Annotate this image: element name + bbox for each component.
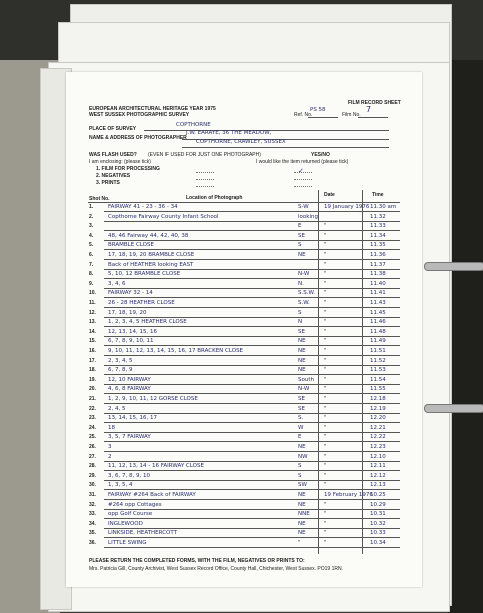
shot-location: 26 - 28 HEATHER CLOSE <box>108 300 175 306</box>
shot-number: 2. <box>89 213 94 220</box>
row-rule <box>104 336 400 337</box>
shot-number: 13. <box>89 319 96 326</box>
shot-location: 3, 6, 7, 8, 9, 10 <box>108 472 150 479</box>
shot-time: 11.35 <box>370 242 386 249</box>
shot-location: INGLEWOOD <box>108 520 143 527</box>
shot-time: 11.41 <box>370 290 386 297</box>
shot-number: 28. <box>89 463 96 470</box>
shot-date: " <box>324 290 327 297</box>
address-line <box>182 147 389 148</box>
shot-number: 25. <box>89 434 96 441</box>
shot-location: BRAMBLE CLOSE <box>108 242 154 249</box>
shot-direction: E <box>298 434 302 441</box>
shot-number: 9. <box>89 280 94 287</box>
row-rule <box>104 470 400 471</box>
film-line <box>358 117 388 118</box>
shot-time: 11.45 <box>370 309 386 316</box>
shot-date: " <box>324 453 327 460</box>
shot-date: " <box>324 367 327 374</box>
shot-number: 30. <box>89 482 96 489</box>
shot-location: 3 <box>108 444 112 450</box>
flash-note: (EVEN IF USED FOR JUST ONE PHOTOGRAPH) <box>148 152 261 158</box>
flash-label: WAS FLASH USED? <box>89 152 137 158</box>
row-rule <box>104 374 400 375</box>
shot-location: FAIRWAY #264 Back of FAIRWAY <box>108 492 196 498</box>
shot-number: 10. <box>89 290 96 297</box>
shot-location: 9, 10, 11, 12, 13, 14, 15, 16, 17 BRACKEN CLOSE <box>108 348 244 354</box>
place-value: COPTHORNE <box>176 122 211 128</box>
shot-date: " <box>324 396 327 402</box>
shot-time: 11.30 am <box>370 204 397 210</box>
shot-direction: NE <box>298 501 306 508</box>
shot-date: " <box>324 530 327 537</box>
header-underline <box>88 202 400 203</box>
org-line-2: WEST SUSSEX PHOTOGRAPHIC SURVEY <box>89 112 190 118</box>
shot-number: 12. <box>89 309 96 316</box>
shot-time: 12.19 <box>370 405 386 412</box>
shot-location: 4, 6, 8 FAIRWAY <box>108 386 151 393</box>
binder-spine <box>448 60 483 613</box>
shot-date: " <box>324 424 327 431</box>
row-rule <box>104 355 400 356</box>
shot-direction: N <box>298 319 303 326</box>
shot-date: " <box>324 434 327 441</box>
shot-location: #264 opp Cottages <box>108 501 162 508</box>
shot-date: " <box>324 252 327 258</box>
shot-location: 12, 10 FAIRWAY <box>108 376 151 383</box>
shot-date: " <box>324 463 327 470</box>
org-line-1: EUROPEAN ARCHITECTURAL HERITAGE YEAR 1975 <box>89 106 216 112</box>
shot-time: 11.33 <box>370 223 386 230</box>
footer-address: Mrs. Patricia Gill, County Archivist, West Sussex Record Office, County Hall, Chichester, West Sussex. PO19 1RN. <box>89 566 343 572</box>
shot-date: 19 January 1976 <box>324 204 370 210</box>
shot-location: LINKSIDE, HEATHERCOTT <box>108 530 177 537</box>
shot-number: 11. <box>89 300 96 306</box>
shot-number: 14. <box>89 328 96 335</box>
row-rule <box>104 451 400 452</box>
shot-direction: SE <box>298 328 305 335</box>
enclosing-item-1: 1. FILM FOR PROCESSING <box>96 166 160 172</box>
shot-time: 11.34 <box>370 232 386 239</box>
shot-time: 12.12 <box>370 472 386 479</box>
row-rule <box>104 547 400 548</box>
name-value-2: COPTHORNE, CRAWLEY, SUSSEX <box>196 139 286 145</box>
binder-ring <box>424 404 483 413</box>
shot-time: 10.31 <box>370 511 386 518</box>
shot-number: 3. <box>89 223 94 230</box>
shot-time: 10.32 <box>370 520 386 527</box>
shot-location: 1, 2, 9, 10, 11, 12 GORSE CLOSE <box>108 396 198 402</box>
shot-time: 10.25 <box>370 492 386 498</box>
shot-number: 21. <box>89 396 96 402</box>
tick-mark: ✓ <box>298 167 304 175</box>
shot-direction: NE <box>298 444 306 450</box>
shot-date: " <box>324 348 327 354</box>
shot-date: " <box>324 511 327 518</box>
row-rule <box>104 365 400 366</box>
shot-location: 6, 7, 8, 9 <box>108 367 133 374</box>
shot-direction: NE <box>298 367 306 374</box>
shot-number: 24. <box>89 424 96 431</box>
shot-direction: S <box>298 242 302 249</box>
shot-time: 11.36 <box>370 252 386 258</box>
shot-location: Back of HEATHER looking EAST <box>108 261 194 268</box>
shot-location: 5, 10, 12 BRAMBLE CLOSE <box>108 271 181 278</box>
sheet-title: FILM RECORD SHEET <box>348 100 401 106</box>
shot-number: 29. <box>89 472 96 479</box>
shot-date: " <box>324 444 327 450</box>
shot-direction: S.S.W. <box>298 290 316 297</box>
shot-number: 20. <box>89 386 96 393</box>
shot-number: 33. <box>89 511 96 518</box>
shot-date: " <box>324 271 327 278</box>
shot-date: " <box>324 540 327 546</box>
shot-location: FAIRWAY 41 - 23 - 36 - 34 <box>108 204 178 210</box>
shot-direction: NE <box>298 520 306 527</box>
shot-date: " <box>324 520 327 527</box>
shot-number: 5. <box>89 242 94 249</box>
shot-number: 36. <box>89 540 96 546</box>
returned-label: I would like the item returned (please tick) <box>256 159 349 165</box>
shot-location: 48, 46 Fairway 44, 42, 40, 38 <box>108 232 189 239</box>
shot-number: 1. <box>89 204 94 210</box>
shot-direction: NE <box>298 492 306 498</box>
shot-time: 11.40 <box>370 280 386 287</box>
shot-date: 19 February 1976 <box>324 492 373 498</box>
shot-time: 11.52 <box>370 357 386 364</box>
shot-location: 2, 3, 4, 5 <box>108 357 133 364</box>
row-rule <box>104 307 400 308</box>
shot-time: 11.38 <box>370 271 386 278</box>
shot-time: 11.46 <box>370 319 386 326</box>
row-rule <box>104 499 400 500</box>
shot-time: 12.23 <box>370 444 386 450</box>
shot-location: 12, 13, 14, 15, 16 <box>108 328 157 335</box>
col-header-time: Time <box>372 192 384 198</box>
enclosing-item-2: 2. NEGATIVES <box>96 173 131 179</box>
shot-number: 34. <box>89 520 96 527</box>
shot-location: 13, 14, 15, 16, 17 <box>108 415 157 422</box>
row-rule <box>104 489 400 490</box>
shot-direction: NW <box>298 453 308 460</box>
shot-location: 17, 18, 19, 20 BRAMBLE CLOSE <box>108 252 195 258</box>
row-rule <box>104 441 400 442</box>
ref-line <box>308 117 338 118</box>
shot-time: 12.10 <box>370 453 386 460</box>
shot-direction: NE <box>298 357 306 364</box>
shot-location: 11, 12, 13, 14 - 16 FAIRWAY CLOSE <box>108 463 204 470</box>
shot-number: 17. <box>89 357 96 364</box>
row-rule <box>104 240 400 241</box>
shot-location: FAIRWAY 32 - 14 <box>108 290 153 297</box>
shot-number: 22. <box>89 405 96 412</box>
row-rule <box>104 249 400 250</box>
shot-date: " <box>324 280 327 287</box>
shot-time: 12.18 <box>370 396 386 402</box>
shot-date: " <box>324 415 327 422</box>
shot-date: " <box>324 472 327 479</box>
shot-direction: " <box>298 540 301 546</box>
shot-location: 2 <box>108 453 112 460</box>
shot-direction: N-W <box>298 386 310 393</box>
shot-number: 15. <box>89 338 96 345</box>
ref-value: PS 58 <box>310 107 326 113</box>
row-rule <box>104 461 400 462</box>
footer-instruction: PLEASE RETURN THE COMPLETED FORMS, WITH THE FILM, NEGATIVES OR PRINTS TO: <box>89 558 305 564</box>
flash-yesno: YES/NO <box>311 152 330 158</box>
shot-direction: SE <box>298 396 305 402</box>
shot-time: 11.37 <box>370 261 386 268</box>
enclosing-item-3: 3. PRINTS <box>96 180 120 186</box>
shot-time: 11.51 <box>370 348 386 354</box>
shot-time: 12.20 <box>370 415 386 422</box>
shot-number: 7. <box>89 261 94 268</box>
row-rule <box>104 422 400 423</box>
shot-location: 3, 4, 6 <box>108 280 126 287</box>
shot-location: 1, 3, 5, 4 <box>108 482 133 489</box>
row-rule <box>104 288 400 289</box>
shot-direction: NE <box>298 338 306 345</box>
shot-number: 31. <box>89 492 96 498</box>
shot-direction: NNE <box>298 511 310 518</box>
shot-date: " <box>324 338 327 345</box>
film-record-sheet <box>66 72 422 587</box>
shot-date: " <box>324 232 327 239</box>
shot-direction: E <box>298 223 302 230</box>
shot-location: 17, 18, 19, 20 <box>108 309 147 316</box>
row-rule <box>104 509 400 510</box>
shot-direction: SE <box>298 232 305 239</box>
place-label: PLACE OF SURVEY <box>89 126 137 132</box>
row-rule <box>104 259 400 260</box>
row-rule <box>104 221 400 222</box>
shot-time: 11.48 <box>370 328 386 335</box>
shot-direction: S. <box>298 415 304 422</box>
tick-line <box>294 179 312 180</box>
shot-number: 26. <box>89 444 96 450</box>
shot-date: " <box>324 300 327 306</box>
shot-direction: South <box>298 376 314 383</box>
row-rule <box>104 537 400 538</box>
shot-time: 11.32 <box>370 213 386 220</box>
shot-time: 12.13 <box>370 482 386 489</box>
shot-direction: SE <box>298 405 305 412</box>
row-rule <box>104 413 400 414</box>
name-label: NAME & ADDRESS OF PHOTOGRAPHER <box>89 135 187 141</box>
name-value: J.W. EARAYE, 36 THE MEADOW, <box>186 130 272 136</box>
shot-time: 11.49 <box>370 338 386 345</box>
col-header-shot: Shot No. <box>89 196 110 202</box>
film-label: Film No. <box>342 112 361 118</box>
row-rule <box>104 345 400 346</box>
shot-date: " <box>324 261 327 268</box>
shot-time: 11.55 <box>370 386 386 393</box>
shot-direction: W <box>298 424 304 431</box>
shot-direction: S <box>298 309 302 316</box>
row-rule <box>104 432 400 433</box>
shot-number: 32. <box>89 501 96 508</box>
shot-time: 12.11 <box>370 463 386 470</box>
row-rule <box>104 230 400 231</box>
row-rule <box>104 211 400 212</box>
shot-number: 4. <box>89 232 94 239</box>
binder-ring <box>424 262 483 271</box>
shot-time: 12.21 <box>370 424 386 431</box>
shot-date: " <box>324 223 327 230</box>
shot-date: " <box>324 309 327 316</box>
shot-location: 3, 5, 7 FAIRWAY <box>108 434 151 441</box>
shot-time: 10.29 <box>370 501 386 508</box>
tick-line <box>196 186 214 187</box>
row-rule <box>104 278 400 279</box>
shot-date: " <box>324 405 327 412</box>
row-rule <box>104 326 400 327</box>
row-rule <box>104 403 400 404</box>
shot-date: " <box>324 376 327 383</box>
row-rule <box>104 269 400 270</box>
shot-date: " <box>324 386 327 393</box>
shot-date: " <box>324 501 327 508</box>
shot-direction: S.W. <box>298 300 310 306</box>
col-header-location: Location of Photograph <box>186 195 243 201</box>
tick-line <box>196 172 214 173</box>
shot-direction: looking <box>298 213 318 220</box>
enclosing-label: I am enclosing: (please tick) <box>89 159 151 165</box>
shot-direction: S <box>298 472 302 479</box>
shot-number: 27. <box>89 453 96 460</box>
shot-time: 10.33 <box>370 530 386 537</box>
shot-number: 35. <box>89 530 96 537</box>
shot-date: " <box>324 319 327 326</box>
shot-direction: NE <box>298 252 306 258</box>
shot-date: " <box>324 242 327 249</box>
shot-number: 23. <box>89 415 96 422</box>
row-rule <box>104 297 400 298</box>
tick-line <box>294 186 312 187</box>
shot-location: 18 <box>108 424 115 431</box>
shot-location: Copthorne Fairway County Infant School <box>108 213 219 220</box>
shot-time: 10.34 <box>370 540 386 546</box>
row-rule <box>104 317 400 318</box>
shot-number: 18. <box>89 367 96 374</box>
tick-line <box>196 179 214 180</box>
shot-location: opp Golf Course <box>108 511 153 518</box>
row-rule <box>104 518 400 519</box>
shot-time: 11.53 <box>370 367 386 374</box>
shot-date: " <box>324 357 327 364</box>
shot-number: 16. <box>89 348 96 354</box>
shot-time: 11.54 <box>370 376 386 383</box>
shot-direction: S <box>298 463 302 470</box>
shot-number: 19. <box>89 376 96 383</box>
shot-date: " <box>324 328 327 335</box>
shot-location: 6, 7, 8, 9, 10, 11 <box>108 338 154 345</box>
ref-label: Ref. No. <box>294 112 313 118</box>
shot-time: 12.22 <box>370 434 386 441</box>
row-rule <box>104 384 400 385</box>
shot-time: 11.43 <box>370 300 386 306</box>
shot-location: 1, 2, 3, 4, 5 HEATHER CLOSE <box>108 319 187 326</box>
shot-direction: NE <box>298 348 306 354</box>
shot-location: LITTLE SWING <box>108 540 147 546</box>
shot-number: 6. <box>89 252 94 258</box>
shot-location: 2, 4, 5 <box>108 405 126 412</box>
col-header-date: Date <box>324 192 335 198</box>
shot-number: 8. <box>89 271 94 278</box>
shot-date: " <box>324 482 327 489</box>
row-rule <box>104 480 400 481</box>
shot-direction: N. <box>298 280 304 287</box>
shot-direction: NE <box>298 530 306 537</box>
shot-direction: S-W <box>298 204 309 210</box>
row-rule <box>104 393 400 394</box>
shot-direction: SW <box>298 482 307 489</box>
row-rule <box>104 528 400 529</box>
shot-direction: N-W <box>298 271 310 278</box>
film-value: 7 <box>366 105 372 114</box>
